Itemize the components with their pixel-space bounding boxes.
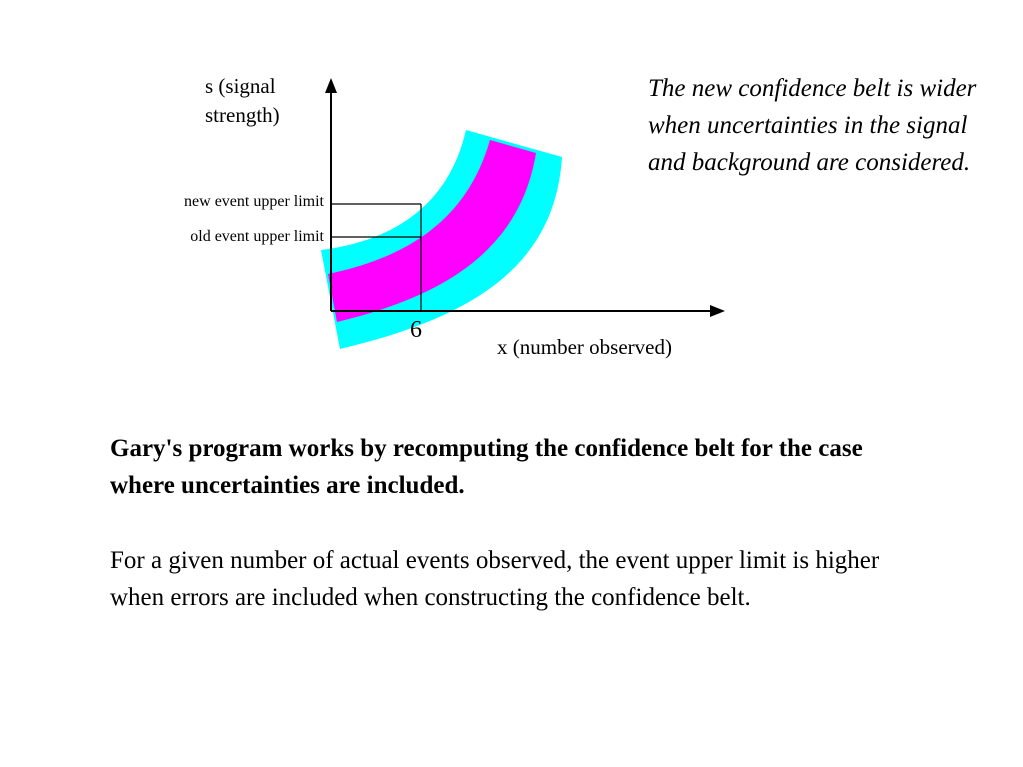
x-axis-arrowhead xyxy=(710,305,725,317)
old-event-upper-limit-label: old event upper limit xyxy=(190,228,324,245)
x-tick-label: 6 xyxy=(410,317,422,343)
belt-note: The new confidence belt is wider when uncertainties in the signal and background are considered. xyxy=(648,75,977,176)
new-event-upper-limit-label: new event upper limit xyxy=(184,193,324,210)
body-paragraph: For a given number of actual events observed, the event upper limit is higher when errors are included when constructing the confidence belt. xyxy=(110,547,880,611)
x-axis-label: x (number observed) xyxy=(497,335,672,359)
y-axis-arrowhead xyxy=(325,78,337,93)
bold-paragraph: Gary's program works by recomputing the confidence belt for the case where uncertainties are included. xyxy=(110,435,863,499)
y-axis-label: s (signal strength) xyxy=(205,74,280,127)
